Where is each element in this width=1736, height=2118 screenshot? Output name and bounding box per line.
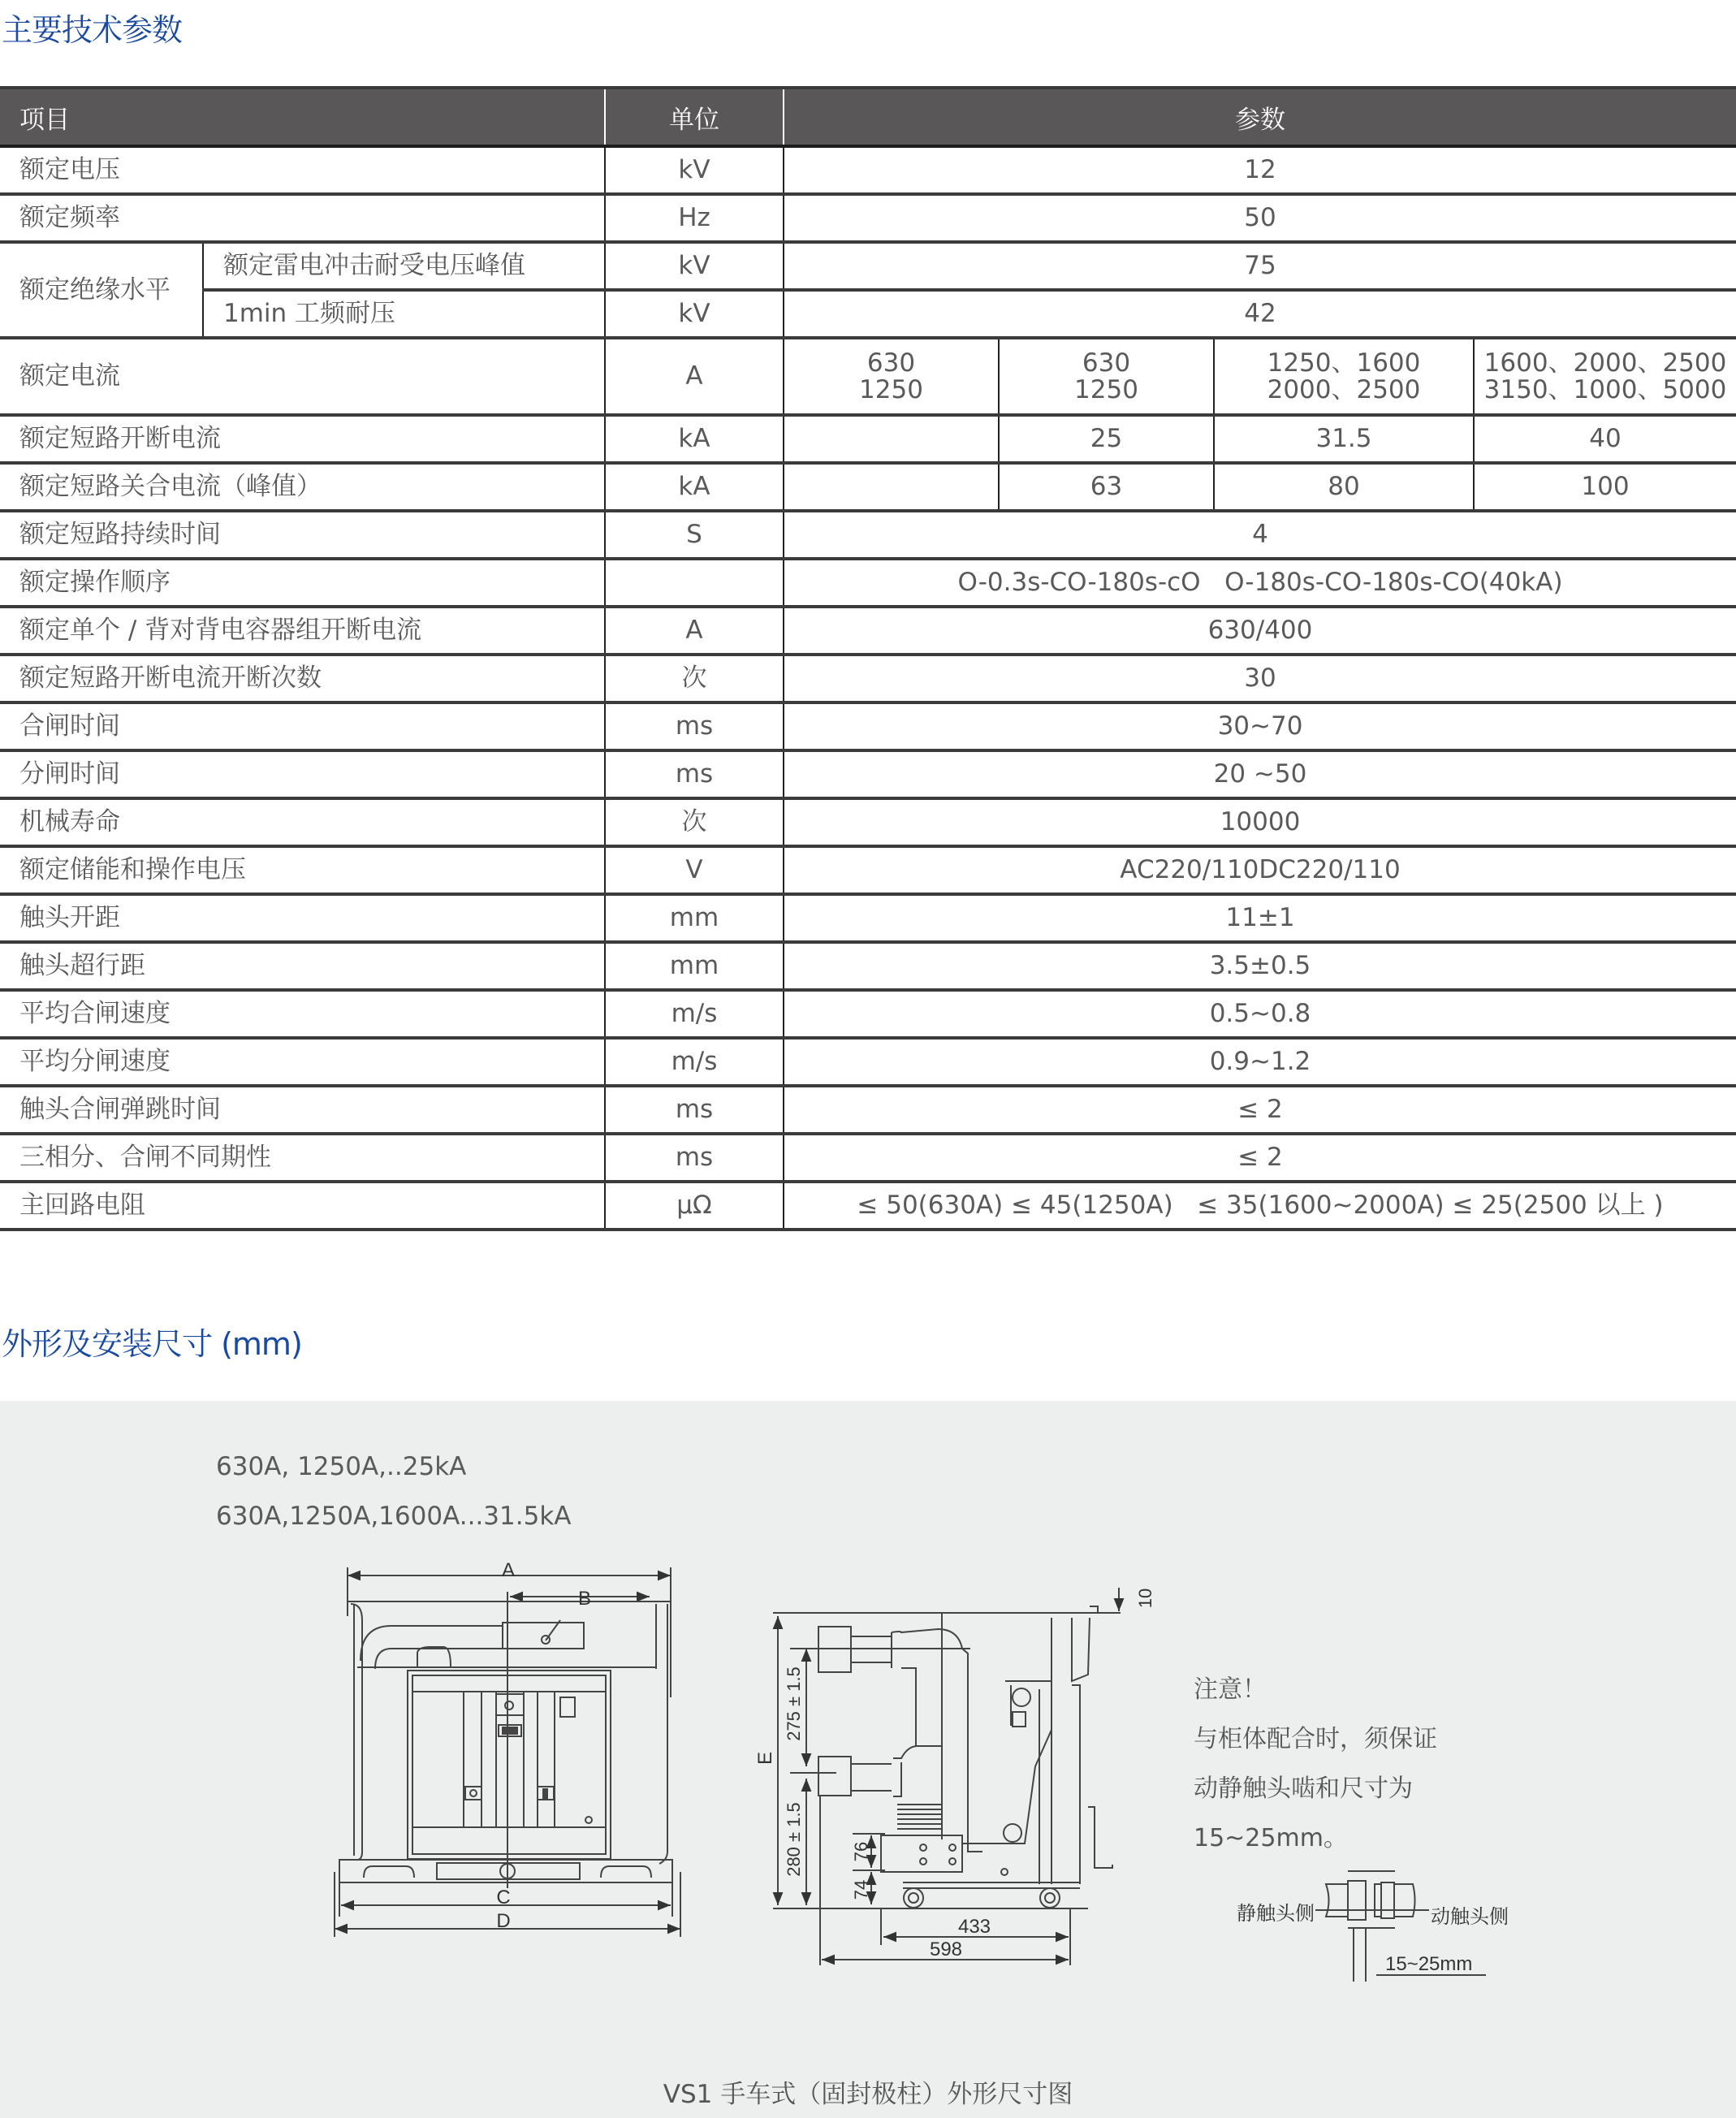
front-view-drawing (335, 1567, 680, 1937)
header-unit: 单位 (605, 88, 784, 146)
row-unit: kV (605, 290, 784, 338)
row-value-col3: 31.5 (1214, 415, 1474, 463)
row-value: 0.5~0.8 (784, 990, 1736, 1038)
row-item: 额定短路开断电流开断次数 (0, 655, 605, 702)
row-value: 30~70 (784, 702, 1736, 750)
dim-label-e: E (754, 1751, 776, 1766)
row-item: 三相分、合闸不同期性 (0, 1134, 605, 1182)
row-value: 630/400 (784, 607, 1736, 655)
dim-label-598: 598 (929, 1939, 963, 1960)
dim-label-d: D (496, 1910, 511, 1932)
row-unit: kV (605, 242, 784, 290)
row-value: 42 (784, 290, 1736, 338)
dim-label-76: 76 (851, 1841, 871, 1862)
row-value-col2: 25 (999, 415, 1214, 463)
row-unit: mm (605, 894, 784, 942)
row-unit: kA (605, 415, 784, 463)
row-subitem: 额定雷电冲击耐受电压峰值 (203, 242, 605, 290)
row-item: 合闸时间 (0, 702, 605, 750)
row-value: ≤ 2 (784, 1086, 1736, 1134)
row-value-col4: 100 (1474, 463, 1736, 511)
row-unit: 次 (605, 655, 784, 702)
dim-label-upper-spacing: 275 ± 1.5 (784, 1666, 804, 1741)
dim-label-c: C (496, 1887, 511, 1908)
row-unit: 次 (605, 798, 784, 846)
side-view-drawing (773, 1588, 1121, 1965)
row-value: ≤ 2 (784, 1134, 1736, 1182)
row-value: 3.5±0.5 (784, 942, 1736, 990)
value-line: 1250、1600 (1267, 348, 1421, 378)
row-value-col4: 40 (1474, 415, 1736, 463)
row-item: 额定操作顺序 (0, 559, 605, 607)
header-item: 项目 (0, 88, 605, 146)
row-item: 触头超行距 (0, 942, 605, 990)
value-line: 630 (866, 348, 916, 378)
row-item: 触头开距 (0, 894, 605, 942)
row-item: 机械寿命 (0, 798, 605, 846)
row-value: 4 (784, 511, 1736, 559)
row-value: 11±1 (784, 894, 1736, 942)
row-unit: A (605, 338, 784, 415)
row-item: 额定电流 (0, 338, 605, 415)
row-item: 平均合闸速度 (0, 990, 605, 1038)
specs-section-title: 主要技术参数 (2, 12, 183, 48)
row-unit: m/s (605, 990, 784, 1038)
dimensions-section-title: 外形及安装尺寸 (mm) (2, 1326, 302, 1362)
value-line: 1250 (1074, 374, 1138, 404)
row-unit: Hz (605, 194, 784, 242)
header-params: 参数 (784, 88, 1736, 146)
row-value: 0.9~1.2 (784, 1038, 1736, 1086)
row-item: 额定单个 / 背对背电容器组开断电流 (0, 607, 605, 655)
row-unit: μΩ (605, 1182, 784, 1230)
row-unit: ms (605, 1086, 784, 1134)
row-unit: ms (605, 1134, 784, 1182)
row-value: O-0.3s-CO-180s-cO O-180s-CO-180s-CO(40kA) (784, 559, 1736, 607)
row-item: 额定绝缘水平 (0, 242, 203, 338)
dim-label-74: 74 (851, 1879, 871, 1900)
value-line: 2000、2500 (1267, 374, 1421, 404)
row-value: ≤ 50(630A) ≤ 45(1250A) ≤ 35(1600~2000A) ≤ 25(2500 以上 ) (784, 1182, 1736, 1230)
row-unit: m/s (605, 1038, 784, 1086)
row-unit: kV (605, 146, 784, 194)
dim-label-433: 433 (957, 1916, 991, 1938)
row-value: 10000 (784, 798, 1736, 846)
note-line: 与柜体配合时，须保证 (1194, 1725, 1437, 1753)
row-item: 触头合闸弹跳时间 (0, 1086, 605, 1134)
row-item: 额定短路关合电流（峰值） (0, 463, 605, 511)
dim-label-10: 10 (1135, 1588, 1155, 1609)
row-item: 额定短路开断电流 (0, 415, 605, 463)
variant-label: 630A,1250A,1600A...31.5kA (216, 1502, 572, 1531)
moving-contact-side-label: 动触头侧 (1431, 1906, 1509, 1928)
value-line: 630 (1082, 348, 1131, 378)
row-unit: V (605, 846, 784, 894)
row-value: 30 (784, 655, 1736, 702)
drawing-caption: VS1 手车式（固封极柱）外形尺寸图 (663, 2080, 1073, 2109)
row-item: 分闸时间 (0, 750, 605, 798)
row-value-col3: 80 (1214, 463, 1474, 511)
row-item: 额定电压 (0, 146, 605, 194)
engagement-dimension-label: 15~25mm (1385, 1953, 1473, 1975)
row-unit: ms (605, 702, 784, 750)
note-line: 动静触头啮和尺寸为 (1194, 1774, 1413, 1803)
variant-label: 630A, 1250A,..25kA (216, 1452, 467, 1481)
value-line: 3150、1000、5000 (1483, 374, 1727, 404)
row-value: 75 (784, 242, 1736, 290)
row-value-col2: 63 (999, 463, 1214, 511)
row-item: 平均分闸速度 (0, 1038, 605, 1086)
row-value: 20 ~50 (784, 750, 1736, 798)
row-unit: A (605, 607, 784, 655)
row-item: 额定频率 (0, 194, 605, 242)
row-item: 额定储能和操作电压 (0, 846, 605, 894)
value-line: 1250 (859, 374, 923, 404)
row-value: 50 (784, 194, 1736, 242)
static-contact-side-label: 静触头侧 (1237, 1903, 1315, 1925)
dim-label-a: A (501, 1559, 516, 1581)
row-item: 额定短路持续时间 (0, 511, 605, 559)
dim-label-b: B (577, 1588, 592, 1610)
row-subitem: 1min 工频耐压 (203, 290, 605, 338)
note-line: 15~25mm。 (1194, 1824, 1348, 1852)
row-value: 12 (784, 146, 1736, 194)
row-unit: S (605, 511, 784, 559)
note-title: 注意！ (1194, 1675, 1267, 1704)
row-unit: mm (605, 942, 784, 990)
row-unit: kA (605, 463, 784, 511)
value-line: 1600、2000、2500 (1483, 348, 1727, 378)
row-unit: ms (605, 750, 784, 798)
row-item: 主回路电阻 (0, 1182, 605, 1230)
dim-label-lower-spacing: 280 ± 1.5 (784, 1802, 804, 1877)
row-value: AC220/110DC220/110 (784, 846, 1736, 894)
